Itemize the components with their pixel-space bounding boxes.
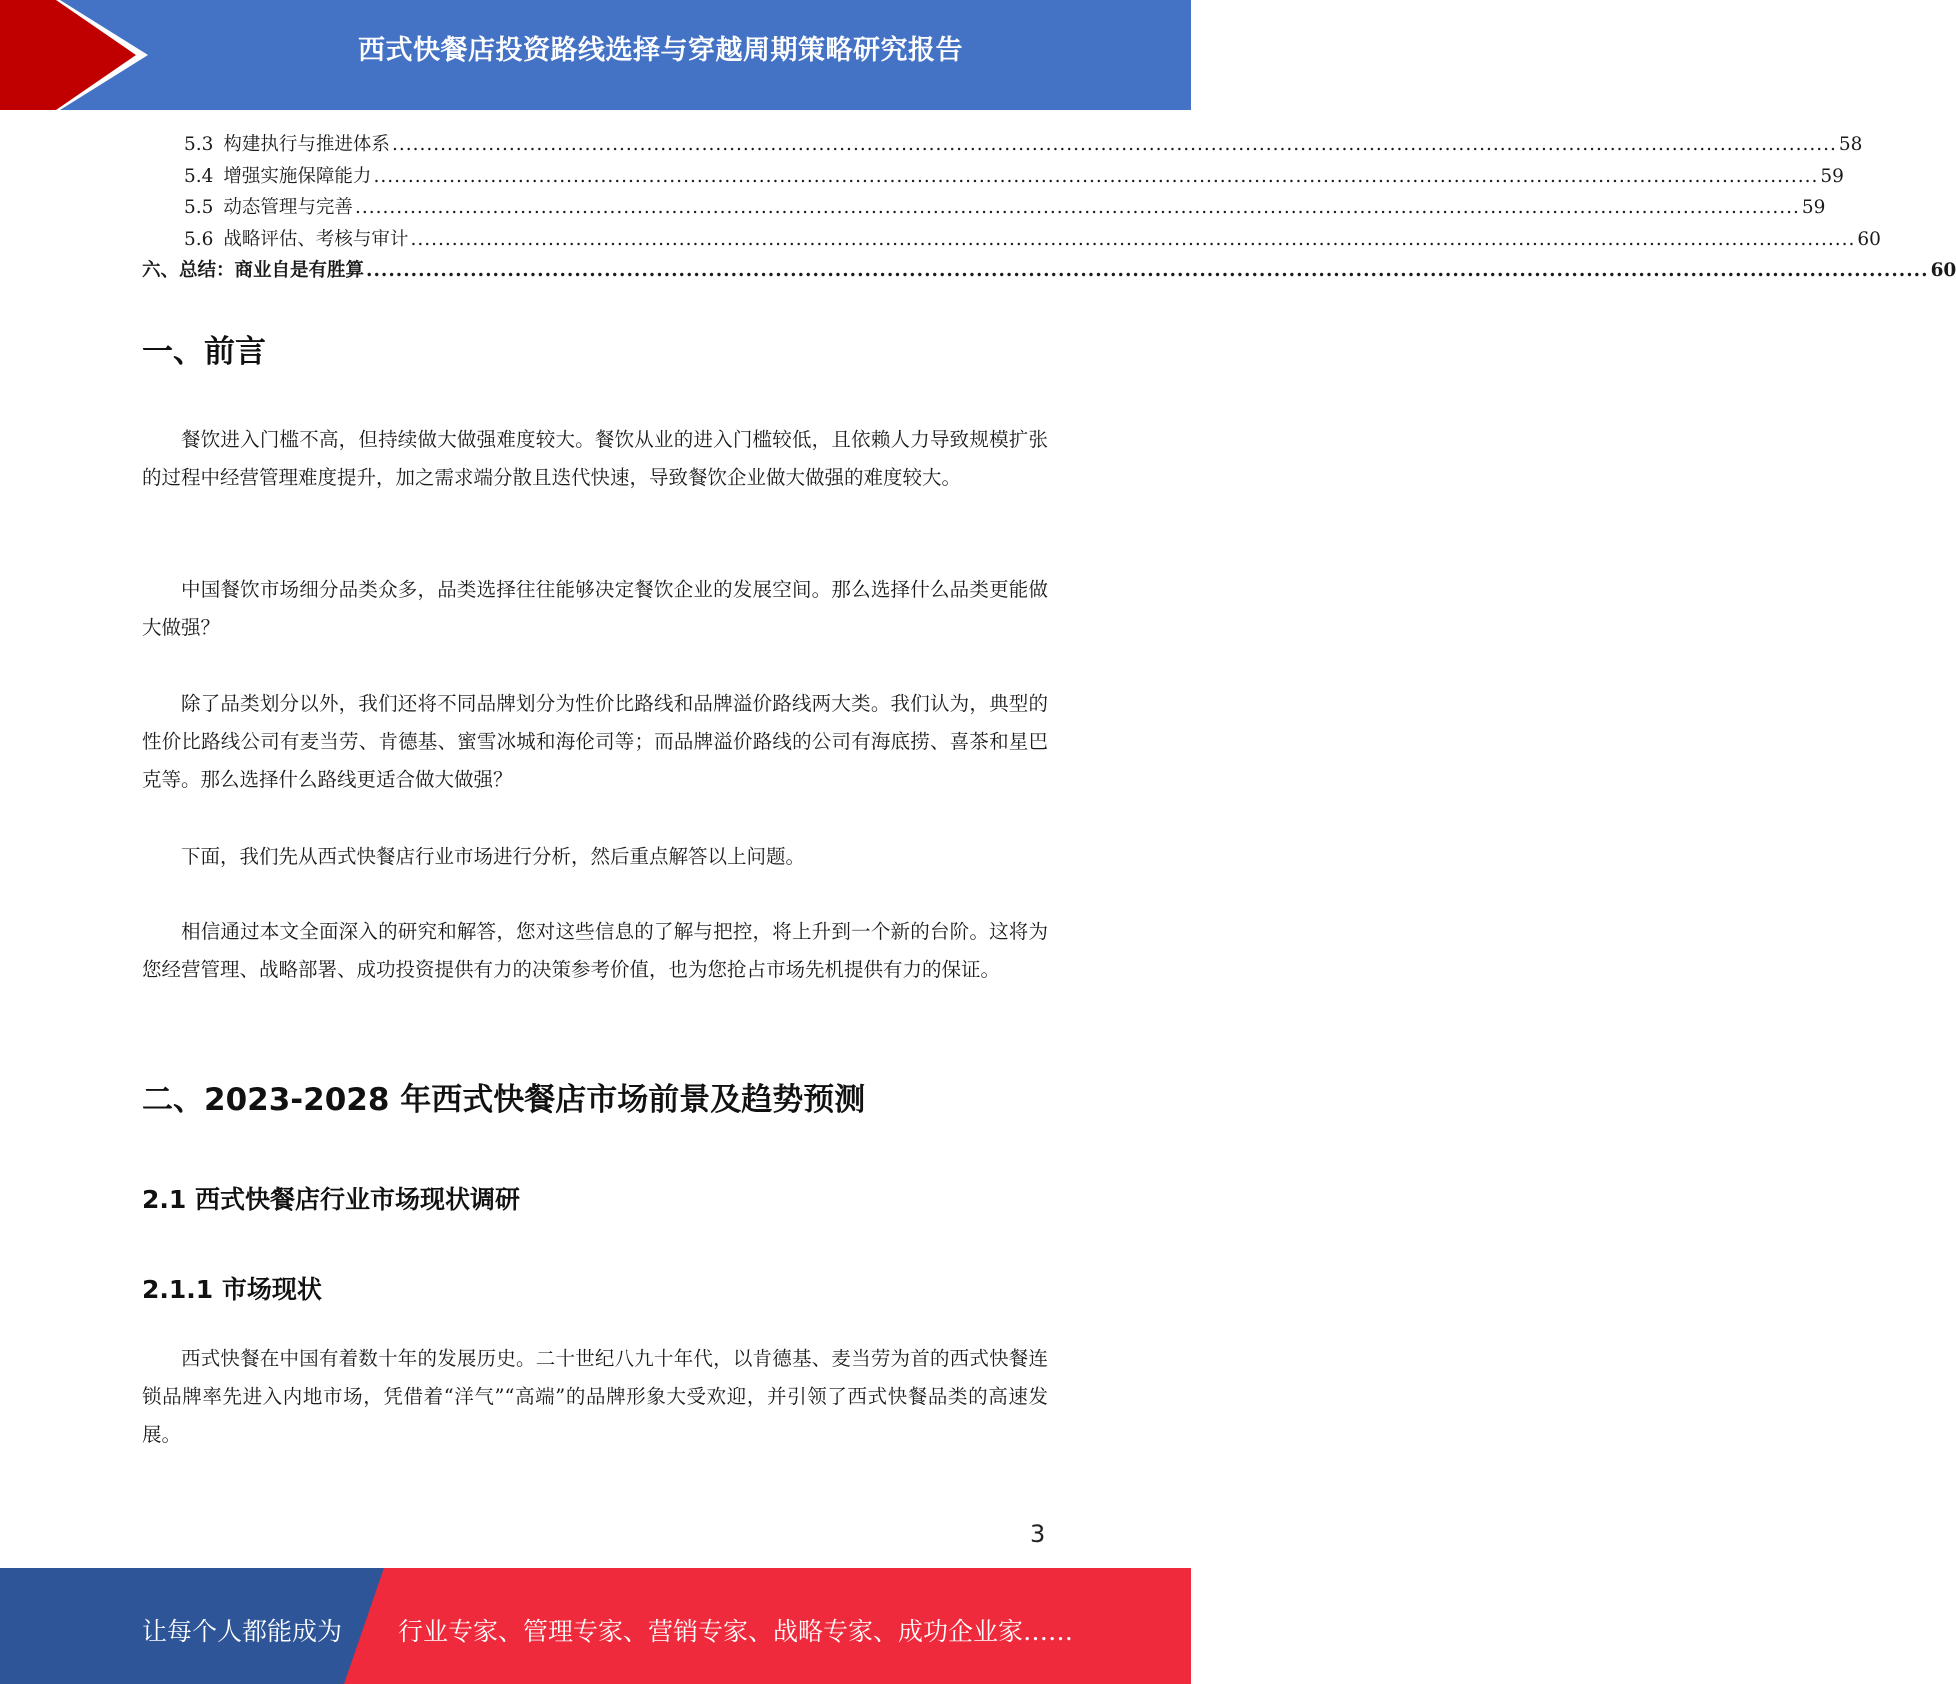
table-of-contents <box>142 130 1956 288</box>
paragraph: 中国餐饮市场细分品类众多，品类选择往往能够决定餐饮企业的发展空间。那么选择什么品类更能做大做强？ <box>142 578 1048 639</box>
toc-item-text: 动态管理与完善 <box>223 197 353 218</box>
page-footer <box>0 1568 1191 1684</box>
toc-leader-dots: .................................................................................................................................................................................................................. <box>391 134 1837 155</box>
toc-item-text: 战略评估、考核与审计 <box>223 228 409 250</box>
paragraph: 餐饮进入门槛不高，但持续做大做强难度较大。餐饮从业的进入门槛较低，且依赖人力导致规模扩张的过程中经营管理难度提升，加之需求端分散且迭代快速，导致餐饮企业做大做强的难度较大。 <box>142 428 1048 489</box>
paragraph: 除了品类划分以外，我们还将不同品牌划分为性价比路线和品牌溢价路线两大类。我们认为，典型的性价比路线公司有麦当劳、肯德基、蜜雪冰城和海伦司等；而品牌溢价路线的公司有海底捞、喜茶和星巴克等。那么选择什么路线更适合做大做强？ <box>142 692 1048 791</box>
toc-item-text: 构建执行与推进体系 <box>223 134 390 155</box>
footer-slogan-left: 让每个人都能成为 <box>142 1617 343 1646</box>
toc-item[interactable] <box>142 193 1826 225</box>
subsection-heading: 2.1 西式快餐店行业市场现状调研 <box>142 1185 520 1214</box>
footer-slogan-right: 行业专家、管理专家、营销专家、战略专家、成功企业家…… <box>398 1617 1074 1646</box>
toc-item-page: 59 <box>1801 197 1826 218</box>
toc-item-text: 六、总结：商业自是有胜算 <box>142 260 365 281</box>
toc-item-page: 60 <box>1857 228 1881 250</box>
toc-item-page: 60 <box>1930 260 1956 281</box>
toc-leader-dots: .................................................................................................................................................................................................................. <box>354 197 1800 218</box>
page-header <box>0 0 1191 110</box>
toc-leader-dots: .................................................................................................................................................................................................................. <box>366 260 1929 281</box>
paragraph: 下面，我们先从西式快餐店行业市场进行分析，然后重点解答以上问题。 <box>181 845 806 868</box>
toc-item[interactable] <box>142 130 1863 162</box>
toc-item-number: 5.3 <box>184 134 214 155</box>
toc-item-number: 5.6 <box>184 228 214 250</box>
paragraph: 相信通过本文全面深入的研究和解答，您对这些信息的了解与把控，将上升到一个新的台阶。这将为您经营管理、战略部署、成功投资提供有力的决策参考价值，也为您抢占市场先机提供有力的保证。 <box>142 920 1048 981</box>
toc-item[interactable] <box>142 256 1956 288</box>
page-number: 3 <box>1030 1520 1046 1548</box>
paragraph: 西式快餐在中国有着数十年的发展历史。二十世纪八九十年代，以肯德基、麦当劳为首的西式快餐连锁品牌率先进入内地市场，凭借着“洋气”“高端”的品牌形象大受欢迎，并引领了西式快餐品类的高速发展。 <box>142 1347 1048 1446</box>
toc-item-number: 5.5 <box>184 197 214 218</box>
toc-item[interactable] <box>142 162 1844 194</box>
toc-item-page: 59 <box>1820 165 1844 187</box>
toc-item-page: 58 <box>1838 134 1863 155</box>
toc-leader-dots: .................................................................................................................................................................................................................. <box>410 228 1856 250</box>
subsubsection-heading: 2.1.1 市场现状 <box>142 1275 322 1304</box>
section-heading: 一、前言 <box>142 334 266 370</box>
toc-leader-dots: .................................................................................................................................................................................................................. <box>373 165 1819 187</box>
toc-item-number: 5.4 <box>184 165 214 187</box>
toc-item-text: 增强实施保障能力 <box>223 165 372 187</box>
section-heading: 二、2023-2028 年西式快餐店市场前景及趋势预测 <box>142 1082 866 1118</box>
header-title: 西式快餐店投资路线选择与穿越周期策略研究报告 <box>358 35 963 66</box>
toc-item[interactable] <box>142 225 1881 257</box>
